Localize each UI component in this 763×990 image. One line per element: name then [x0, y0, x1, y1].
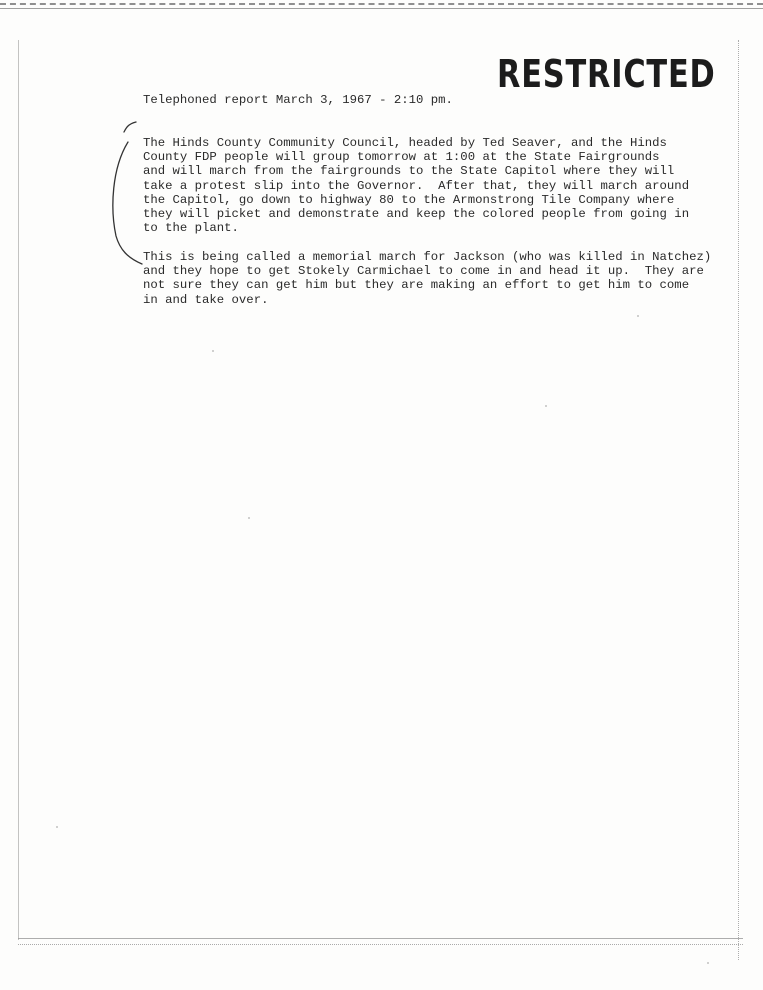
paragraph-line: County FDP people will group tomorrow at 1:00 at the State Fairgrounds: [143, 150, 660, 165]
scan-edge-top-rule: [0, 8, 763, 9]
paragraph-line: take a protest slip into the Governor. After that, they will march around: [143, 178, 690, 193]
scan-speck: [56, 826, 58, 828]
paragraph-line: to the plant.: [143, 221, 239, 236]
paragraph-line: and they hope to get Stokely Carmichael to come in and head it up. They are: [143, 264, 704, 279]
paragraph-line: and will march from the fairgrounds to the State Capitol where they will: [143, 164, 675, 179]
scan-speck: [545, 405, 547, 407]
paragraph-line: the Capitol, go down to highway 80 to the Armonstrong Tile Company where: [143, 192, 675, 207]
scan-edge-right: [738, 40, 739, 960]
paragraph-line: not sure they can get him but they are making an effort to get him to come: [143, 278, 690, 293]
scan-speck: [707, 962, 709, 964]
scan-speck: [637, 315, 639, 317]
paragraph-line: in and take over.: [143, 292, 269, 307]
report-paragraph-1: [143, 136, 689, 235]
handwritten-bracket-mark: [106, 118, 146, 268]
scan-edge-left: [18, 40, 19, 940]
paragraph-line: The Hinds County Community Council, headed by Ted Seaver, and the Hinds: [143, 136, 667, 150]
paragraph-line: they will picket and demonstrate and keep the colored people from going in: [143, 207, 690, 222]
scan-speck: [248, 517, 250, 519]
scan-edge-bottom: [18, 938, 743, 939]
scan-edge-bottom-rule: [18, 944, 743, 945]
scan-edge-top: [0, 3, 763, 5]
report-header: Telephoned report March 3, 1967 - 2:10 pm.: [143, 93, 453, 107]
restricted-stamp: RESTRICTED: [497, 52, 716, 96]
report-paragraph-2: [143, 250, 711, 307]
paragraph-line: This is being called a memorial march for Jackson (who was killed in Natchez): [143, 250, 712, 264]
scan-speck: [212, 350, 214, 352]
